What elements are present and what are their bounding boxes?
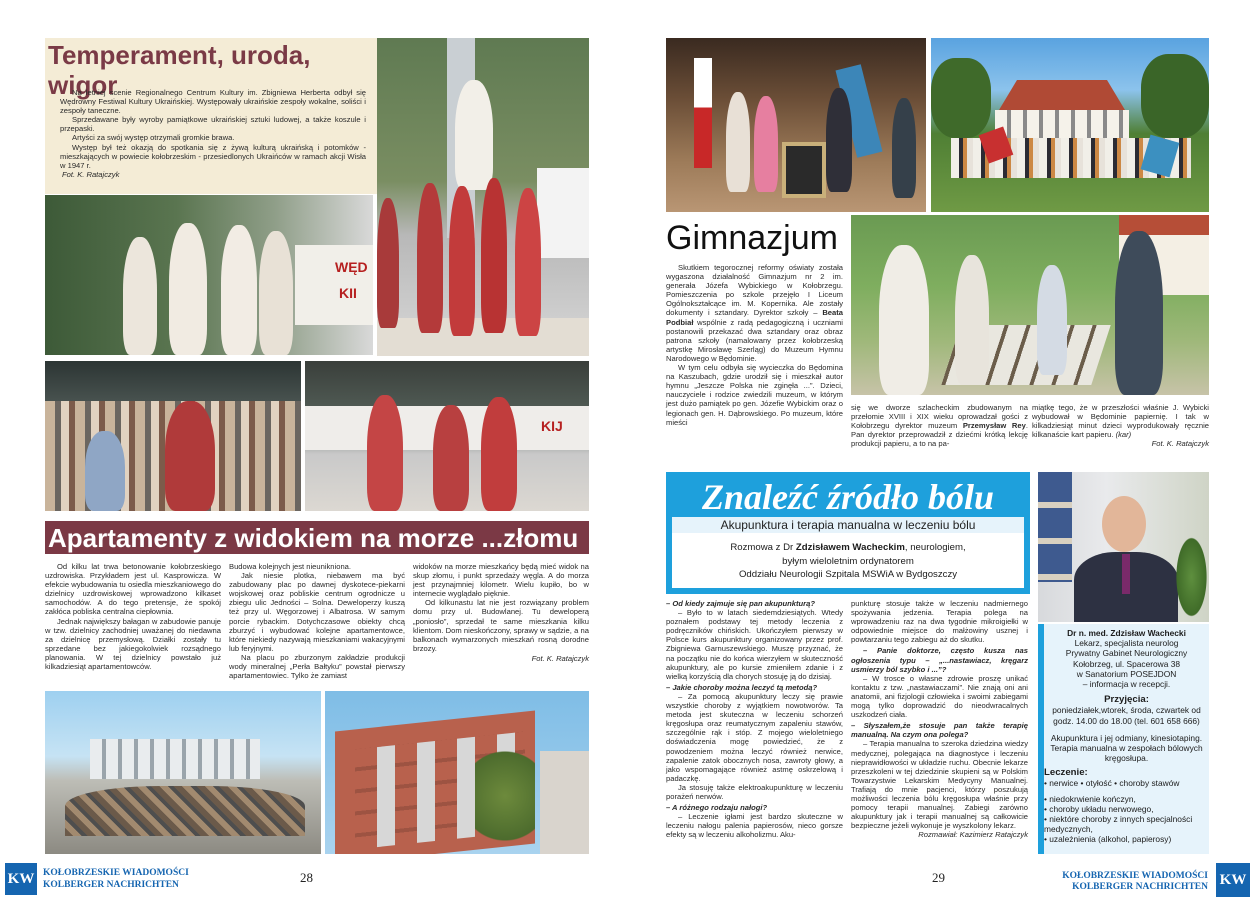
singer-figure xyxy=(123,237,157,355)
person-figure xyxy=(955,255,989,385)
doctor-tie xyxy=(1122,554,1130,594)
audience-photo xyxy=(45,361,301,511)
answer-2: – Za pomocą akupunktury leczy się prawie wszystkie choroby z wyjątkiem nowotworów. Ta metoda jest skuteczna w leczeniu schorzeń kręgosłupa oraz reumatycznym zapaleniu stawów, szczególnie rąk i stóp. Z mojego wieloletniego doświadczenia mogę powiedzieć, że z powodzeniem można leczyć również nerwice, zapalenie zatok obocznych nosa, zawroty głowy, a jako wspomagające również astmę oskrzelową i padaczkę. xyxy=(666,691,843,783)
interview-subtitle: Akupunktura i terapia manualna w leczeniu bólu xyxy=(672,517,1024,533)
gimnazjum-p4a: miątkę tego, że w przeszłości właśnie J. Wybicki wybudował w Będominie papiernię. I tak w kilkadziesiąt minut dzieci wyprodukowały ręcznie kilkanaście kart papieru. xyxy=(1032,403,1209,440)
dancer-figure xyxy=(515,188,541,336)
apartments-col-2 xyxy=(229,562,405,680)
stage-banner xyxy=(537,168,589,258)
doctor-reception: – informacja w recepcji. xyxy=(1082,679,1171,690)
answer-1: – Było to w latach siedemdziesiątych. Wtedy poznałem podstawy tej metody leczenia z podręczników chińskich. Ukończyłem pierwszy w Polsce kurs akupunktury organizowany przez prof. Zbigniewa Garnuszewskiego. Muszę przyznać, że na początku nie do końca wierzyłem w skuteczność akupunktury, ale po kursie zmieniłem zdanie i z wielką korzyścią dla chorych stosuję ją do dzisiaj. xyxy=(666,608,843,681)
gimnazjum-p3a: się we dworze szlacheckim zbudowanym na przełomie XVIII i XIX wieku oprowadzał gości z Kołobrzegu dyrektor muzeum xyxy=(851,403,1028,431)
gimnazjum-p4 xyxy=(1032,403,1209,439)
person-figure xyxy=(826,88,852,192)
treatment-item-3: • choroby układu nerwowego, xyxy=(1044,804,1154,814)
hours-heading: Przyjęcia: xyxy=(1104,694,1149,706)
banner-text: WĘD xyxy=(335,259,368,275)
answer-2b: Ja stosuję także elektroakupunkturę w leczeniu porażeń nerwów. xyxy=(666,782,843,801)
apartments-p7: Od kilkunastu lat nie jest rozwiązany problem domu przy ul. Budowlanej. Tu deweloperą „poniosło”, sprzedał te same mieszkania kilku klientom. Dom nieskończony, sprawy w sądzie, a na balkonach wymarzonych mieszkań rosną dorodne brzozy. xyxy=(413,598,589,653)
interview-col-1 xyxy=(666,599,843,839)
answer-5: – Terapia manualna to szeroka dziedzina wiedzy medycznej, polegająca na diagnostyce i leczeniu nieprawidłowości w układzie ruchu. Obecnie lekarze przeszkoleni w tej dziedzinie skupieni są w Polskim Towarzystwie Lekarskim Medycyny Manualnej. Trafiają do mnie pacjenci, którzy poszukują możliwości leczenia bólu kręgosłupa właśnie przy pomocy terapii manualnej. Zabiegi zarówno akupunktury jak i terapii manualnej są całkowicie bezpieczne jeżeli wykonuje je wyszkolony lekarz. xyxy=(851,739,1028,831)
page-number-right: 29 xyxy=(932,870,945,885)
gimnazjum-p1b: wspólnie z radą pedagogiczną i uczniami postanowili przekazać dwa sztandary oraz obraz patrona szkoły (namalowany przez kołobrzeską artystkę Mirosławę Szerląg) do Muzeum Hymnu Narodowego w Będominie. xyxy=(666,317,843,363)
treatment-info xyxy=(1044,768,1209,844)
apartments-p6: widoków na morze mieszkańcy będą mieć widok na skup złomu, i punkt sprzedaży węgla. A do morza jest przynajmniej kilometr. Wielu kupiło, bo w internecie wyglądało pięknie. xyxy=(413,562,589,599)
festival-p2: Sprzedawane były wyroby pamiątkowe ukraińskiej sztuki ludowej, a także koszule i przepaski. xyxy=(60,115,366,134)
plant xyxy=(1174,532,1209,622)
interview-intro-1 xyxy=(672,541,1024,555)
flag-red xyxy=(694,58,712,168)
apartments-title: Apartamenty z widokiem na morze ...złomu xyxy=(48,523,579,553)
apartments-col-1 xyxy=(45,562,221,671)
museum-interior-photo xyxy=(666,38,926,212)
question-1: – Od kiedy zajmuje się pan akupunkturą? xyxy=(666,599,815,608)
intro-name: Zdzisławem Wacheckim xyxy=(795,542,905,553)
doctor-name: Dr n. med. Zdzisław Wachecki xyxy=(1067,628,1186,638)
gimnazjum-p3b: . Pan dyrektor przeprowadził z dziećmi krótką lekcję produkcji papieru, a to na pa- xyxy=(851,421,1028,449)
brand-right-1: KOŁOBRZESKIE WIADOMOŚCI xyxy=(1062,871,1208,881)
manor-group-photo xyxy=(931,38,1209,212)
hours-text: poniedziałek,wtorek, środa, czwartek od godz. 14.00 do 18.00 (tel. 601 658 666) xyxy=(1052,705,1201,726)
logo-left: KW xyxy=(5,863,37,895)
man-figure xyxy=(85,431,125,511)
brand-left-1: KOŁOBRZESKIE WIADOMOŚCI xyxy=(43,868,189,878)
apartments-p3: Budowa kolejnych jest nieunikniona. xyxy=(229,562,352,571)
dancer-figure xyxy=(417,183,443,333)
person-figure xyxy=(754,96,778,192)
logo-right: KW xyxy=(1216,863,1250,897)
gimnazjum-col-1 xyxy=(666,263,843,427)
festival-credit: Fot. K. Ratajczyk xyxy=(62,169,120,179)
manor-roof xyxy=(987,80,1137,110)
scrap-pile xyxy=(65,786,305,836)
intro-prefix: Rozmowa z Dr xyxy=(730,542,794,553)
doctor-address: Kołobrzeg, ul. Spacerowa 38 xyxy=(1072,658,1181,669)
services-text: Akupunktura i jej odmiany, kinesiotaping. Terapia manualna w zespołach bólowych kręgosłupa. xyxy=(1050,732,1203,764)
banner-text-2: KII xyxy=(339,285,357,301)
person-figure xyxy=(726,92,750,192)
apartments-p1: Od kilku lat trwa betonowanie kołobrzeskiego uzdrowiska. Przykładem jest ul. Kasprowicza. W efekcie wybudowania tu osiedla mieszkaniowego do dzielnicy uzdrowiskowej wprowadzono kilkaset samochodów. A do tego pretensje, że spokój zakłóca pobliska centralna ciepłownia. xyxy=(45,562,221,617)
doctor-clinic: Prywatny Gabinet Neurologiczny xyxy=(1065,648,1188,659)
trees-left xyxy=(931,58,991,138)
apartments-col-3 xyxy=(413,562,589,663)
gimnazjum-tag: (kar) xyxy=(1115,430,1132,440)
festival-p3: Artyści za swój występ otrzymali gromkie brawa. xyxy=(72,133,235,143)
singer-figure xyxy=(169,223,207,355)
gimnazjum-col-3 xyxy=(1032,403,1209,448)
answer-3: – Leczenie igłami jest bardzo skuteczne w leczeniu nałogu palenia papierosów, nieco gorsze efekty są w leczeniu alkoholizmu. Aku- xyxy=(666,812,843,840)
treatment-item-1: • nerwice • otyłość • choroby stawów xyxy=(1044,778,1180,788)
portrait-painting xyxy=(782,142,826,198)
apartments-credit: Fot. K. Ratajczyk xyxy=(531,653,589,663)
interview-col-2 xyxy=(851,599,1028,839)
gimnazjum-credit: Fot. K. Ratajczyk xyxy=(1151,439,1209,449)
banner-text-3: KIJ xyxy=(541,418,563,434)
apartment-building xyxy=(90,739,260,779)
intro-suffix: , neurologiem, xyxy=(904,542,966,553)
workshop-photo xyxy=(851,215,1209,395)
trees-right xyxy=(1141,54,1209,138)
question-3: – A różnego rodzaju nałogi? xyxy=(666,803,768,813)
brick-building-photo xyxy=(325,691,589,854)
side-building xyxy=(540,751,589,854)
singer-figure xyxy=(367,395,403,511)
brand-right-2: KOLBERGER NACHRICHTEN xyxy=(1072,882,1208,892)
dancer-figure xyxy=(449,186,475,336)
interview-title: Znaleźć źródło bólu xyxy=(701,477,995,517)
person-figure xyxy=(879,245,929,395)
festival-title: Temperament, uroda, wigor xyxy=(48,40,311,100)
singers-photo xyxy=(45,195,373,355)
gimnazjum-title: Gimnazjum xyxy=(666,219,838,257)
question-4: – Panie doktorze, często kusza nas ogłoszenia typu – „...nastawiacz, kręgarz usmierzy ból szybko i ...”? xyxy=(851,646,1028,674)
answer-3b: punkturę stosuje także w leczeniu nadmiernego spożywania jedzenia. Terapia polega na wprowadzeniu raz na dwa tygodnie mikroigiełki w odpowiednie miejsce do małżowiny usznej i powtarzaniu tego zabiegu aż do skutku. xyxy=(851,599,1028,645)
festival-text xyxy=(60,88,366,179)
festival-p4: Występ był też okazją do spotkania się z żywą kulturą ukraińską i potomków - mieszkających w powiecie kołobrzeskim - przesiedlonych Ukraińców w ramach akcji Wisła w 1947 r. xyxy=(60,142,366,170)
doctor-info xyxy=(1044,628,1209,763)
interview-intro-3: Oddziału Neurologii Szpitala MSWiA w Bydgoszczy xyxy=(738,569,958,580)
person-figure xyxy=(892,98,916,198)
gimnazjum-col-2 xyxy=(851,403,1028,448)
singer-figure xyxy=(221,225,257,355)
doctor-title: Lekarz, specjalista neurolog xyxy=(1074,638,1179,649)
singer-figure xyxy=(481,397,517,511)
gimnazjum-p1-name: Beata Podbiał xyxy=(666,308,843,327)
interview-intro-2: byłym wieloletnim ordynatorem xyxy=(782,555,914,567)
interview-author: Rozmawiał: Kazimierz Ratajczyk xyxy=(918,830,1028,840)
dancers-photo xyxy=(377,38,589,356)
apartments-p4: Jak niesie plotka, niebawem ma być zabudowany plac po dawnej dyskotece-piekarni wojskowej oraz pobliskie centrum ogrodnicze u zbiegu ulic Jedności – Solna. Deweloperzy kuszą też przy ul. Węgorzowej i Albatrosa. W samym porcie rybackim. Dotychczasowe obiekty chcą zburzyć i wybudować kolejne apartamentowce, które niekiedy nazywają mieszkaniami wakacyjnymi lub feryjnymi. xyxy=(229,571,405,653)
treatment-heading: Leczenie: xyxy=(1044,767,1088,778)
singer-figure xyxy=(259,231,293,355)
festival-p1: Na letniej scenie Regionalnego Centrum Kultury im. Zbigniewa Herberta odbył się Wędrowny Festiwal Kultury Ukraińskiej. Występowały ukraińskie zespoły wokalne, soliści i zespoły taneczne. xyxy=(60,88,366,116)
gimnazjum-p2: W tym celu odbyła się wycieczka do Będomina na Kaszubach, gdzie urodził się i mieszkał autor hymnu „Jeszcze Polska nie zginęła ...”. Dzieci, nauczyciele i rodzice zwiedzili muzeum, w którym jest dużo pamiątek po gen. Józefie Wybickim oraz o legionach gen. H. Dąbrowskiego. Po muzeum, które mieści xyxy=(666,363,843,427)
doctor-photo xyxy=(1038,472,1209,622)
dancer-figure xyxy=(481,178,507,333)
singer-figure xyxy=(165,401,215,511)
dancer-figure xyxy=(377,198,399,328)
calendar-wall xyxy=(1038,472,1072,582)
page-number-left: 28 xyxy=(300,870,313,885)
treatment-item-4: • niektóre choroby z innych specjalności medycznych, xyxy=(1044,814,1193,834)
answer-4: – W trosce o własne zdrowie proszę unikać kontaktu z tzw. „nastawiaczami”. Nie znają oni ani anatomii, ani fizjologii człowieka i swoimi zabiegami mogą tylko doprowadzić do nieodwracalnych uszkodzeń ciała. xyxy=(851,673,1028,720)
brand-left-2: KOLBERGER NACHRICHTEN xyxy=(43,880,179,890)
scrapyard-photo xyxy=(45,691,321,854)
gimnazjum-p1a: Skutkiem tegorocznej reformy oświaty została wygaszona działalność Gimnazjum nr 2 im. generała Józefa Wybickiego w Kołobrzegu. Pomieszczenia po szkole przejęło I Liceum Ogólnokształcące im. M. Kopernika. Ale zostały dokumenty i sztandary. Dyrektor szkoły – xyxy=(666,263,843,318)
person-figure xyxy=(1037,265,1067,375)
gimnazjum-p3 xyxy=(851,403,1028,448)
apartments-p5: Na placu po zburzonym zakładzie produkcji wody mineralnej „Perła Bałtyku” powstał pierwszy apartamentowiec. Tylko że zamiast xyxy=(229,652,405,681)
tree xyxy=(475,741,535,851)
treatment-item-5: • uzależnienia (alkohol, papierosy) xyxy=(1044,834,1172,844)
person-figure xyxy=(1115,231,1163,395)
apartments-p2: Jednak największy bałagan w zabudowie panuje w tzw. dzielnicy zachodniej uważanej do niedawna za dzielnicę przemysłową. Działki zostały tu sprzedane bez jakiegokolwiek rozsądnego planowania. W tej dzielnicy powstało już kilkadziesiąt apartamentowców. xyxy=(45,616,221,672)
interview-intro xyxy=(672,541,1024,582)
dancer-figure xyxy=(455,80,493,190)
gimnazjum-p1 xyxy=(666,263,843,363)
festival-banner xyxy=(295,245,373,325)
question-2: – Jakie choroby można leczyć tą metodą? xyxy=(666,682,818,692)
doctor-sanatorium: w Sanatorium POSEJDON xyxy=(1076,668,1177,679)
treatment-item-2: • niedokrwienie kończyn, xyxy=(1044,794,1136,804)
question-5: – Słyszałem,że stosuje pan także terapię manualną. Na czym ona polega? xyxy=(851,721,1028,740)
singer-figure xyxy=(433,405,469,511)
stage-singers-photo xyxy=(305,361,589,511)
gimnazjum-p3-name: Przemysław Rey xyxy=(962,421,1026,431)
doctor-head xyxy=(1102,496,1146,552)
